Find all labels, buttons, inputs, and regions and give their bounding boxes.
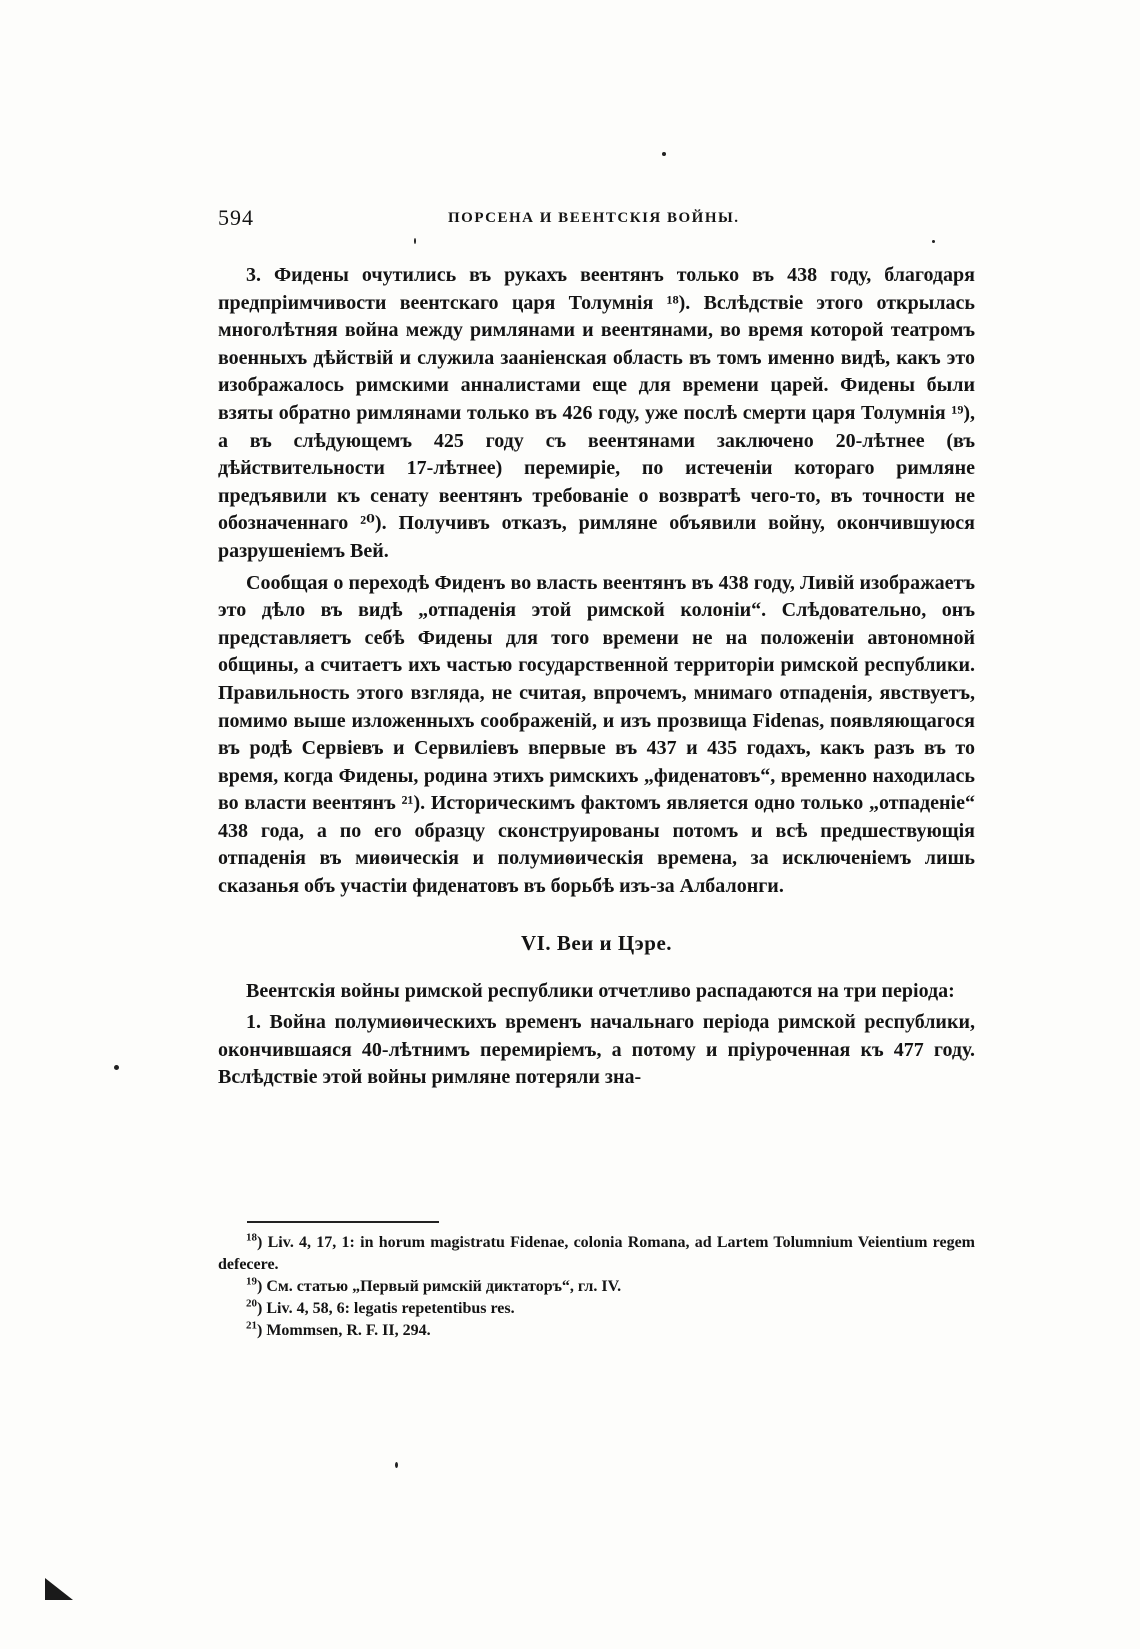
- section-title: VI. Веи и Цэре.: [520, 930, 673, 955]
- footnote-paren: ): [257, 1300, 267, 1317]
- scan-speck: [932, 240, 935, 243]
- paragraph: 1. Война полумиѳическихъ временъ начальнаго періода римской республики, окончившаяся 40-лѣтнимъ перемиріемъ, а потому и пріуроченная къ 477 году. Вслѣдствіе этой войны римляне потеряли зна-: [218, 1011, 975, 1089]
- paragraph: Веентскія войны римской республики отчетливо распадаются на три періода:: [246, 979, 955, 1002]
- footnote-marker: 19: [246, 1275, 257, 1288]
- footnote-text: Mommsen, R. F. II, 294.: [266, 1322, 431, 1339]
- main-text: [218, 262, 975, 1092]
- footnote-paren: ): [257, 1278, 267, 1295]
- scan-speck: [114, 1065, 119, 1070]
- running-head: ПОРСЕНА И ВЕЕНТСКІЯ ВОЙНЫ.: [448, 210, 740, 226]
- paragraph: Сообщая о переходѣ Фиденъ во власть веентянъ въ 438 году, Ливій изображаетъ это дѣло въ видѣ „отпаденія этой римской колоніи“. Слѣдовательно, онъ представляетъ себѣ Фидены для того времени не на положеніи автономной общины, а считаетъ ихъ частью государственной территоріи римской республики. Правильность этого взгляда, не считая, впрочемъ, мнимаго отпаденія, явствуетъ, помимо выше изложенныхъ соображеній, и изъ прозвища Fidenas, появляющагося въ родѣ Сервіевъ и Сервиліевъ впервые въ 437 и 435 годахъ, какъ разъ въ то время, когда Фидены, родина этихъ римскихъ „фиденатовъ“, временно находилась во власти веентянъ ²¹). Историческимъ фактомъ является одно только „отпаденіе“ 438 года, а по его образцу сконструированы потомъ и всѣ предшествующія отпаденія въ миѳическія и полумиѳическія времена, за исключеніемъ лишь сказанья объ участіи фиденатовъ въ борьбѣ изъ-за Албалонги.: [218, 571, 975, 898]
- footnote-paren: ): [257, 1234, 268, 1251]
- page-corner-arrow-icon: [45, 1578, 73, 1600]
- footnote-marker: 21: [246, 1319, 257, 1332]
- footnote-21: [218, 1320, 975, 1342]
- footnote-paren: ): [257, 1322, 267, 1339]
- scan-speck: [414, 238, 416, 244]
- paragraph: 3. Фидены очутились въ рукахъ веентянъ только въ 438 году, благодаря предпріимчивости веентскаго царя Толумнія ¹⁸). Вслѣдствіе этого открылась многолѣтняя война между римлянами и веентянами, во время которой театромъ военныхъ дѣйствій и служила зааніенская область въ томъ именно видѣ, какъ это изображалось римскими анналистами еще для времени царей. Фидены были взяты обратно римлянами только въ 426 году, уже послѣ смерти царя Толумнія ¹⁹), а въ слѣдующемъ 425 году съ веентянами заключено 20-лѣтнее (въ дѣйствительности 17-лѣтнее) перемиріе, по истеченіи котораго римляне предъявили къ сенату веентянъ требованіе о возвратѣ чего-то, въ точности не обозначеннаго ²⁰). Получивъ отказъ, римляне объявили войну, окончившуюся разрушеніемъ Вей.: [218, 264, 975, 562]
- footnote-18: [218, 1232, 975, 1276]
- footnote-marker: 20: [246, 1297, 257, 1310]
- footnote-marker: 18: [246, 1231, 257, 1244]
- footnote-text: Liv. 4, 17, 1: in horum magistratu Fidenae, colonia Romana, ad Lartem Tolumnium Veientium regem defecere.: [218, 1234, 976, 1273]
- footnote-19: [218, 1276, 975, 1298]
- footnote-text: Liv. 4, 58, 6: legatis repetentibus res.: [266, 1300, 515, 1317]
- footnote-divider: [247, 1221, 439, 1223]
- scan-speck: [662, 152, 666, 156]
- page-number: 594: [218, 205, 254, 230]
- footnotes: [218, 1232, 975, 1342]
- page-header: [218, 205, 975, 237]
- scan-speck: [395, 1462, 398, 1468]
- footnote-text: См. статью „Первый римскій диктаторъ“, гл. IV.: [266, 1278, 622, 1295]
- footnote-20: [218, 1298, 975, 1320]
